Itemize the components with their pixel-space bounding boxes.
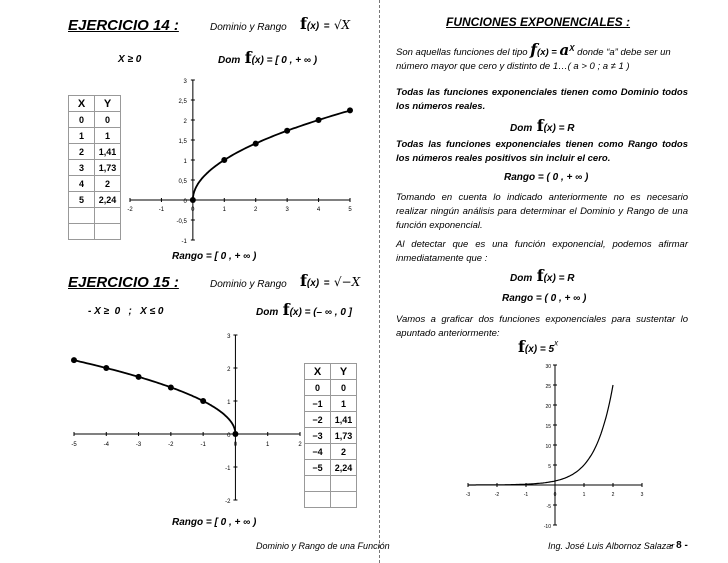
x-tick-label: -3 <box>465 492 471 498</box>
table-row <box>69 192 121 208</box>
data-point <box>253 141 259 147</box>
table-cell-y <box>331 476 357 492</box>
table-cell-x <box>69 208 95 224</box>
table-cell-x: 0 <box>305 380 331 396</box>
x-tick-label: -2 <box>494 492 500 498</box>
ex15-domain-condition: - X ≥ 0 ; X ≤ 0 <box>88 306 164 317</box>
table-cell-x: −1 <box>305 396 331 412</box>
y-tick-label: 0 <box>183 199 187 205</box>
table-cell-x: 2 <box>69 144 95 160</box>
table-cell-x <box>305 476 331 492</box>
table-row <box>305 492 357 508</box>
table-cell-y: 2,24 <box>331 460 357 476</box>
y-tick-label: 15 <box>545 424 551 430</box>
table-cell-x: 1 <box>69 128 95 144</box>
paragraph-range: Todas las funciones exponenciales tienen como Rango todos los números reales positivos sin incluir el cero. <box>396 139 688 164</box>
table-row <box>69 144 121 160</box>
footer-left: Dominio y Rango de una Función <box>256 541 390 551</box>
data-point <box>221 157 227 163</box>
x-tick-label: -2 <box>168 442 174 448</box>
x-tick-label: -1 <box>523 492 529 498</box>
table-row <box>305 412 357 428</box>
y-tick-label: 30 <box>545 364 551 370</box>
x-tick-label: 2 <box>254 207 258 213</box>
data-point <box>103 365 109 371</box>
table-row <box>69 128 121 144</box>
x-tick-label: 1 <box>266 442 270 448</box>
ex14-title: EJERCICIO 14 : <box>68 17 179 34</box>
table-cell-y <box>95 208 121 224</box>
x-tick-label: -1 <box>200 442 206 448</box>
table-cell-x <box>305 492 331 508</box>
paragraph-analysis: Tomando en cuenta lo indicado anteriormente no es necesario realizar ningún análisis para determinar el Dominio y Rango de una función exponencial. <box>396 192 688 231</box>
ex15-subtitle: Dominio y Rango <box>210 279 287 290</box>
y-tick-label: 3 <box>227 334 231 340</box>
y-tick-label: 0 <box>227 433 231 439</box>
table-header-x: X <box>69 96 95 112</box>
y-tick-label: 5 <box>548 464 551 470</box>
y-tick-label: -5 <box>546 504 551 510</box>
data-point <box>136 374 142 380</box>
table-cell-y: 2,24 <box>95 192 121 208</box>
y-tick-label: -0,5 <box>176 219 187 225</box>
table-cell-x: −4 <box>305 444 331 460</box>
table-cell-x: −5 <box>305 460 331 476</box>
data-point <box>284 128 290 134</box>
table-row <box>305 396 357 412</box>
table-cell-x: −2 <box>305 412 331 428</box>
x-tick-label: -1 <box>158 207 165 213</box>
table-row <box>305 476 357 492</box>
dom-line-1: Dom f(x) = R <box>510 116 575 135</box>
dom-line-2: Dom f(x) = R <box>510 266 575 285</box>
rango-line-1: Rango = ( 0 , + ∞ ) <box>504 172 589 183</box>
table-cell-y: 1 <box>331 396 357 412</box>
paragraph-detect: Al detectar que es una función exponencial, podemos afirmar inmediatamente que : <box>396 239 688 264</box>
x-tick-label: -4 <box>103 442 109 448</box>
y-tick-label: 0,5 <box>178 179 187 185</box>
sqrt-neg-curve <box>74 360 235 434</box>
table-cell-y: 2 <box>331 444 357 460</box>
sqrt-curve <box>193 111 350 200</box>
x-tick-label: 5 <box>348 207 352 213</box>
ex15-value-table <box>304 363 357 508</box>
table-cell-x: 3 <box>69 160 95 176</box>
x-tick-label: 3 <box>640 492 644 498</box>
table-header-y: Y <box>331 364 357 380</box>
table-cell-y: 1,73 <box>95 160 121 176</box>
ex15-graph <box>68 325 308 505</box>
table-cell-y: 1,73 <box>331 428 357 444</box>
footer-right: Ing. José Luis Albornoz Salazar <box>548 541 675 551</box>
data-point <box>200 398 206 404</box>
ex15-dom: Dom f(x) = (– ∞ , 0 ] <box>256 300 352 319</box>
ex14-subtitle: Dominio y Rango <box>210 22 287 33</box>
y-tick-label: 2 <box>227 367 231 373</box>
table-row <box>69 176 121 192</box>
ex15-range: Rango = [ 0 , + ∞ ) <box>172 517 257 528</box>
table-row <box>305 428 357 444</box>
ex14-dom: Dom f(x) = [ 0 , + ∞ ) <box>218 48 318 67</box>
data-point <box>316 117 322 123</box>
table-cell-y <box>331 492 357 508</box>
exp-graph <box>460 355 650 535</box>
table-cell-x <box>69 224 95 240</box>
paragraph-domain: Todas las funciones exponenciales tienen como Dominio todos los números reales. <box>396 87 688 112</box>
column-divider <box>379 0 380 563</box>
y-tick-label: 3 <box>183 79 187 85</box>
table-row <box>69 160 121 176</box>
table-row <box>305 444 357 460</box>
ex15-title: EJERCICIO 15 : <box>68 274 179 291</box>
exponential-title: FUNCIONES EXPONENCIALES : <box>446 15 631 29</box>
table-cell-y: 0 <box>95 112 121 128</box>
y-tick-label: 2,5 <box>178 99 187 105</box>
table-row <box>69 208 121 224</box>
x-tick-label: 0 <box>553 492 557 498</box>
table-cell-y <box>95 224 121 240</box>
x-tick-label: 1 <box>222 207 226 213</box>
table-cell-y: 1,41 <box>331 412 357 428</box>
y-tick-label: -2 <box>225 499 231 505</box>
y-tick-label: -10 <box>543 524 551 530</box>
x-tick-label: 0 <box>191 207 195 213</box>
paragraph-graph-intro: Vamos a graficar dos funciones exponenciales para sustentar lo apuntado anteriormente: <box>396 314 688 339</box>
ex14-value-table <box>68 95 121 240</box>
x-tick-label: -3 <box>135 442 142 448</box>
y-tick-label: 1 <box>227 400 231 406</box>
exponential-definition: Son aquellas funciones del tipo $f(x) = a^X$ donde “a” debe ser un número mayor que cero y distinto de 1…( a > 0 ; a ≠ 1 ) <box>396 40 671 73</box>
data-point <box>190 197 196 203</box>
x-tick-label: 4 <box>316 207 321 213</box>
table-cell-x: 4 <box>69 176 95 192</box>
y-tick-label: 2 <box>183 119 187 125</box>
table-header-y: Y <box>95 96 121 112</box>
y-tick-label: 20 <box>545 404 551 410</box>
table-cell-y: 2 <box>95 176 121 192</box>
x-tick-label: 2 <box>298 442 302 448</box>
ex14-domain-condition: X ≥ 0 <box>118 54 142 65</box>
y-tick-label: 1 <box>183 159 187 165</box>
table-row <box>69 224 121 240</box>
table-header-x: X <box>305 364 331 380</box>
exp-curve <box>468 385 613 485</box>
x-tick-label: 2 <box>611 492 615 498</box>
ex14-function: f(x) = √X <box>300 14 351 33</box>
page-number: - 8 - <box>670 540 688 551</box>
table-row <box>305 380 357 396</box>
data-point <box>71 357 77 363</box>
y-tick-label: 25 <box>545 384 551 390</box>
table-cell-x: −3 <box>305 428 331 444</box>
y-tick-label: 1,5 <box>178 139 187 145</box>
table-cell-y: 1,41 <box>95 144 121 160</box>
table-cell-x: 5 <box>69 192 95 208</box>
rango-line-2: Rango = ( 0 , + ∞ ) <box>502 293 587 304</box>
table-cell-y: 1 <box>95 128 121 144</box>
x-tick-label: -5 <box>71 442 77 448</box>
data-point <box>232 431 238 437</box>
exp-function-label: $f(x) = 5^x$ <box>518 337 559 356</box>
x-tick-label: 3 <box>285 207 289 213</box>
table-row <box>69 112 121 128</box>
x-tick-label: 1 <box>582 492 586 498</box>
x-tick-label: -2 <box>127 207 133 213</box>
y-tick-label: -1 <box>181 239 187 245</box>
ex14-graph <box>120 70 370 250</box>
table-row <box>305 460 357 476</box>
y-tick-label: -1 <box>225 466 231 472</box>
y-tick-label: 10 <box>545 444 551 450</box>
data-point <box>347 107 353 113</box>
x-tick-label: 0 <box>233 442 238 448</box>
data-point <box>168 384 174 390</box>
table-cell-x: 0 <box>69 112 95 128</box>
ex14-range: Rango = [ 0 , + ∞ ) <box>172 251 257 262</box>
ex15-function: f(x) = √−X <box>300 271 361 290</box>
table-cell-y: 0 <box>331 380 357 396</box>
